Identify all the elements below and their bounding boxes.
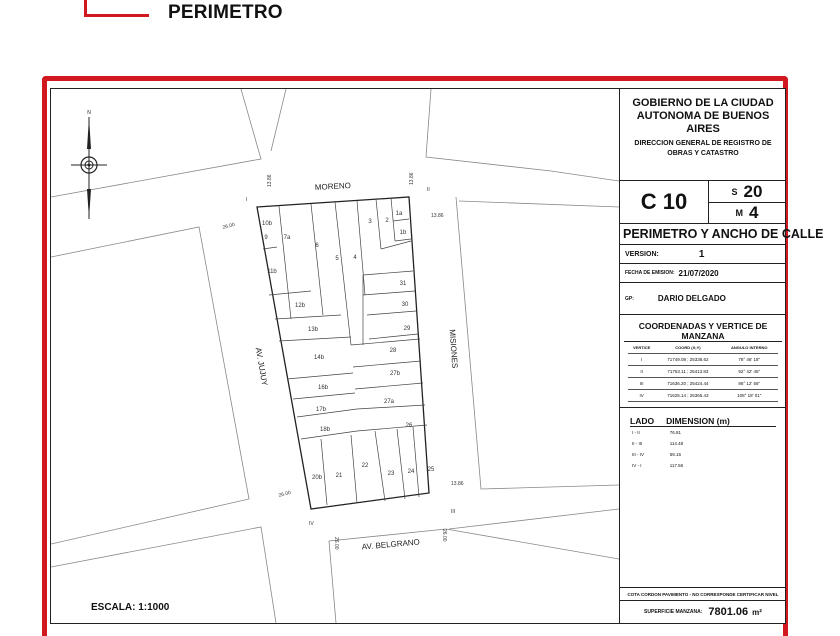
level-note: COTA CORDON PAVIMENTO - NO CORRESPONDE CERTIFICAR NIVEL	[620, 587, 786, 600]
parcel-label: 2	[385, 218, 389, 224]
sides-header-lado: LADO	[630, 416, 655, 426]
dept-line-1: DIRECCION GENERAL DE REGISTRO DE	[634, 140, 772, 147]
angle-cell: 78° 46' 18"	[720, 354, 778, 366]
vertex-label: II	[427, 187, 430, 193]
width-label: 26.00	[441, 529, 447, 542]
vertex-cell: II	[628, 366, 655, 378]
parcel-label: 5	[335, 256, 339, 262]
map-scale: ESCALA: 1:1000	[91, 602, 170, 613]
coordinates-block	[620, 321, 786, 408]
coords-header: ANGULO INTERNO	[720, 342, 778, 354]
seccion-value: 20	[743, 181, 763, 201]
version-row	[620, 245, 786, 264]
angle-cell: 92° 42' 45"	[720, 366, 778, 378]
parcel-label: 10b	[261, 221, 273, 227]
angle-cell: 108° 18' 01"	[720, 390, 778, 402]
date-row	[620, 264, 786, 283]
parcel-label: 1a	[395, 211, 403, 217]
parcel-label: 9	[264, 235, 268, 241]
parcel-label: 12b	[294, 303, 306, 309]
table-row	[628, 390, 778, 402]
authority-header	[620, 89, 786, 181]
parcel-label: 29	[403, 326, 411, 332]
block-area	[620, 600, 786, 623]
street-name-jujuy: AV. JUJUY	[253, 346, 270, 387]
side-cell: I - II	[632, 430, 640, 435]
gp-value: DARIO DELGADO	[657, 294, 726, 303]
coords-header: VERTICE	[628, 342, 655, 354]
north-label: N	[87, 110, 91, 116]
parcel-label: 28	[389, 348, 397, 354]
parcel-label: 18b	[319, 427, 331, 433]
parcel-label: 31	[399, 281, 407, 287]
sheet-title: PERIMETRO Y ANCHO DE CALLE	[620, 224, 786, 245]
width-label: 26.00	[333, 537, 339, 550]
title-block-footer	[620, 587, 786, 623]
area-label: SUPERFICIE MANZANA:	[644, 609, 703, 615]
coords-header: COORD (X;Y)	[655, 342, 720, 354]
manzana-value: 4	[749, 202, 759, 222]
dept-line-2: OBRAS Y CATASTRO	[667, 150, 739, 157]
parcel-label: 17b	[315, 407, 327, 413]
manzana	[708, 202, 786, 223]
width-label: 13.86	[431, 213, 444, 219]
parcel-label: 11b	[267, 269, 277, 275]
width-label: 13.86	[409, 172, 415, 185]
parcel-label: 30	[401, 302, 409, 308]
coords-title: COORDENADAS Y VERTICE DE MANZANA	[624, 321, 782, 342]
parcel-label: 25	[427, 467, 435, 473]
parcel-label: 7a	[283, 235, 291, 241]
width-label: 13.86	[451, 481, 464, 487]
side-cell: II - III	[632, 441, 643, 446]
vertex-cell: IV	[628, 390, 655, 402]
circunscripcion: C 10	[620, 181, 709, 223]
parcel-label: 27a	[383, 399, 395, 405]
sides-block	[620, 416, 786, 471]
gp-row	[620, 283, 786, 315]
street-name-belgrano: AV. BELGRANO	[361, 537, 421, 552]
parcel-label: 20b	[311, 475, 323, 481]
coord-cell: 71636.20 ; 25424.44	[655, 378, 720, 390]
gp-label: GP:	[625, 295, 634, 302]
width-label: 26.00	[277, 489, 292, 499]
compass-icon	[71, 110, 107, 219]
parcel-label: 3	[368, 219, 372, 225]
parcel-label: 23	[387, 471, 395, 477]
parcel-label: 13b	[307, 327, 319, 333]
coord-cell: 71753.11 ; 25413.83	[655, 366, 720, 378]
perimeter-legend-label: PERIMETRO	[168, 2, 283, 23]
parcel-label: 6	[315, 243, 319, 249]
table-row	[632, 427, 712, 438]
parcel-label: 16b	[317, 385, 329, 391]
table-row	[632, 460, 712, 471]
vertex-label: IV	[309, 521, 314, 527]
title-block	[619, 89, 824, 623]
gov-line-2: AUTONOMA DE BUENOS AIRES	[636, 110, 770, 135]
area-value: 7801.06	[708, 606, 749, 618]
manzana-tag: M	[735, 207, 744, 218]
street-name-misiones: MISIONES	[447, 328, 460, 369]
street-name-moreno: MORENO	[314, 181, 352, 192]
side-cell: IV - I	[632, 463, 642, 468]
coords-table	[628, 342, 778, 402]
side-cell: III - IV	[632, 452, 645, 457]
date-value: 21/07/2020	[678, 268, 719, 278]
width-label: 26.00	[221, 221, 236, 231]
dimension-cell: 114.48	[669, 441, 684, 446]
angle-cell: 86° 12' 56"	[720, 378, 778, 390]
table-row	[632, 438, 712, 449]
seccion	[708, 181, 786, 203]
vertex-cell: III	[628, 378, 655, 390]
table-row	[632, 449, 712, 460]
perimeter-legend-mark	[84, 0, 149, 17]
parcel-label: 26	[405, 423, 413, 429]
date-label: FECHA DE EMISION:	[625, 270, 675, 276]
dimension-cell: 76.81	[669, 430, 682, 435]
parcel-label: 21	[335, 473, 343, 479]
cadastral-sheet	[50, 88, 824, 624]
sides-header-dim: DIMENSION (m)	[666, 416, 730, 426]
version-value: 1	[698, 248, 705, 260]
block-plan	[51, 89, 619, 623]
parcel-label: 22	[361, 463, 369, 469]
parcel-label: 24	[407, 469, 415, 475]
parcel-label: 4	[353, 255, 357, 261]
width-label: 13.86	[267, 174, 273, 187]
coord-cell: 71749.08 ; 25338.62	[655, 354, 720, 366]
version-label: VERSION:	[625, 250, 659, 258]
parcel-label: 1b	[399, 230, 407, 236]
area-unit: m²	[752, 607, 762, 617]
sides-title	[630, 416, 776, 427]
table-row	[628, 366, 778, 378]
table-row	[628, 354, 778, 366]
nomenclature	[620, 181, 786, 224]
parcel-label: 27b	[389, 371, 401, 377]
gov-line-1: GOBIERNO DE LA CIUDAD	[632, 97, 774, 109]
dimension-cell: 117.56	[669, 463, 684, 468]
seccion-tag: S	[731, 186, 738, 197]
coord-cell: 71625.14 ; 25365.43	[655, 390, 720, 402]
parcel-label: 14b	[313, 355, 325, 361]
dimension-cell: 59.15	[669, 452, 682, 457]
vertex-cell: I	[628, 354, 655, 366]
vertex-label: III	[451, 509, 456, 515]
vertex-label: I	[246, 197, 248, 203]
sides-table	[632, 427, 712, 471]
table-row	[628, 378, 778, 390]
